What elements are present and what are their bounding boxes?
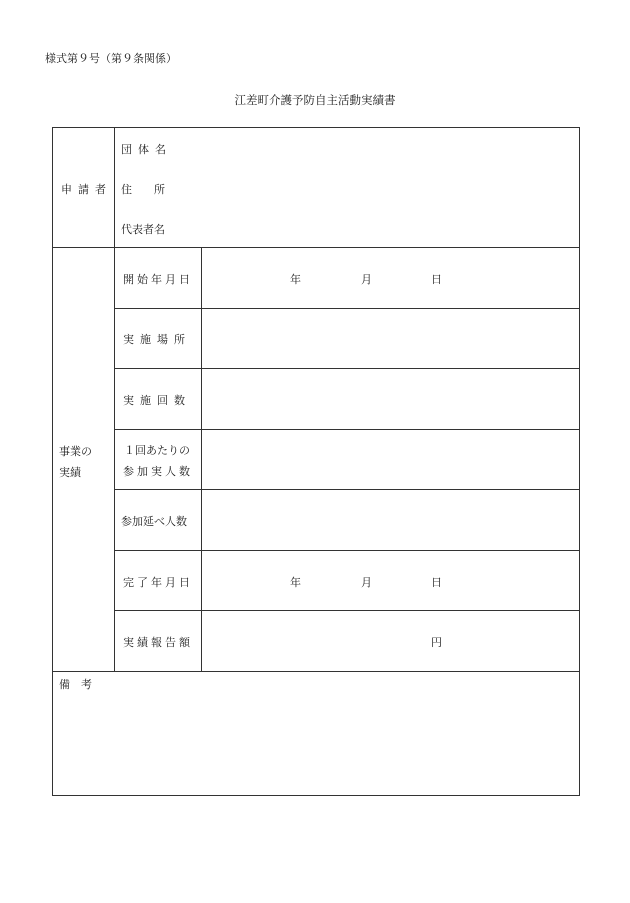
document-title: 江差町介護予防自主活動実績書 <box>234 93 396 107</box>
remarks-label: 備 考 <box>59 678 92 691</box>
representative-label: 代表者名 <box>121 223 165 236</box>
divider <box>52 671 580 672</box>
divider <box>114 368 580 369</box>
divider <box>114 308 580 309</box>
activity-header-line1: 事業の <box>59 445 92 458</box>
divider <box>114 489 580 490</box>
count-label: 実施回数 <box>123 394 191 407</box>
yen-unit: 円 <box>431 636 442 649</box>
divider <box>114 127 115 671</box>
end-year-unit: 年 <box>290 576 301 589</box>
start-day-unit: 日 <box>431 273 442 286</box>
divider <box>114 610 580 611</box>
divider <box>201 247 202 671</box>
start-month-unit: 月 <box>361 273 372 286</box>
divider <box>114 429 580 430</box>
total-participants-label: 参加延べ人数 <box>121 515 187 528</box>
address-label: 住 所 <box>121 183 165 196</box>
start-year-unit: 年 <box>290 273 301 286</box>
end-day-unit: 日 <box>431 576 442 589</box>
divider <box>114 550 580 551</box>
per-session-label-line2: 参加実人数 <box>123 465 193 478</box>
place-label: 実施場所 <box>123 333 191 346</box>
activity-header-line2: 実績 <box>59 466 81 479</box>
divider <box>52 247 580 248</box>
applicant-header: 申請者 <box>61 183 112 196</box>
amount-label: 実績報告額 <box>123 636 193 649</box>
end-date-label: 完了年月日 <box>123 576 193 589</box>
per-session-label-line1: １回あたりの <box>124 444 190 457</box>
end-month-unit: 月 <box>361 576 372 589</box>
group-name-label: 団体名 <box>121 143 172 156</box>
start-date-label: 開始年月日 <box>123 273 193 286</box>
form-number: 様式第９号（第９条関係） <box>45 52 177 65</box>
